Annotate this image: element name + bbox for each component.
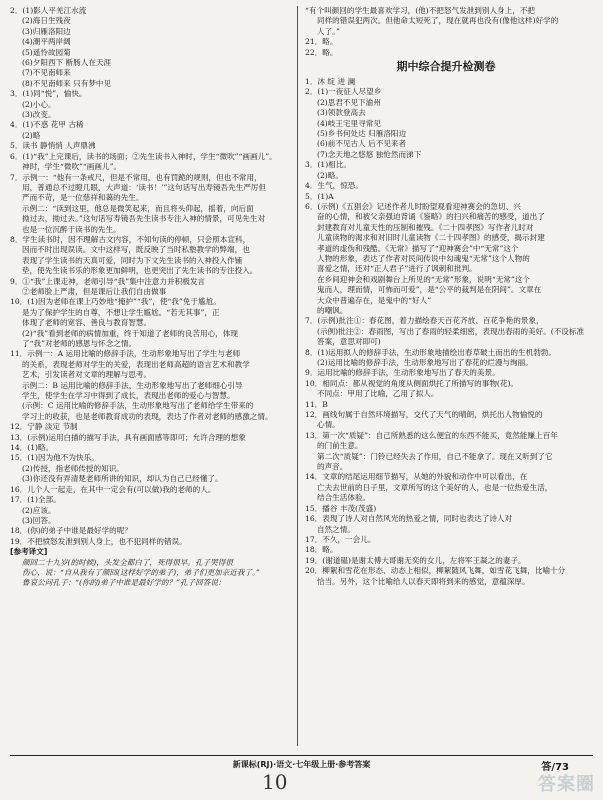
page-number: 答/73 [541, 762, 569, 773]
right-column-line: 14．文章的结尾运用细节描写，从她的外貌和动作中可以看出，在 [305, 472, 528, 482]
left-column-line: 11．示例一：A 运用比喻的修辞手法，生动形象地写出了学生与老师 [10, 349, 241, 359]
left-column-line: 14．(1)略。 [10, 443, 54, 453]
left-column-line: 示例二：B 运用比喻的修辞手法，生动形象地写出了老师细心引导 [22, 380, 243, 390]
left-column-line: (3)归雁洛阳边 [22, 26, 71, 36]
right-column-line: 3．(1)相比。 [305, 160, 351, 170]
right-column-main-block [305, 77, 587, 587]
left-column-line: (2)海日生残夜 [22, 16, 71, 26]
left-column-line: 用，普通总不过瞪几眼，大声道：‘读书！’”这句话写出寿镜吾先生严厉但 [22, 182, 267, 192]
right-column-line: 孝道的虚伪和残酷。《无常》描写了“迎神赛会”中“无常”这个 [317, 243, 519, 253]
left-column-line: 5．读书 静悄悄 人声鼎沸 [10, 141, 96, 151]
right-column-line: 奋的心情，和被父亲强迫背诵《鉴略》的扫兴和痛苦的感受，道出了 [317, 212, 545, 222]
left-column-line: 的关系，表现老师对学生的关爱，表现出老师高超的语言艺术和教学 [22, 359, 250, 369]
left-column-line: (6)夕阳西下 断肠人在天涯 [22, 58, 112, 68]
left-column-line: 表现了学生读书的天真可爱，同时为下文先生读书的入神投入作铺 [22, 255, 243, 265]
right-column-line: (3)领款登高去 [317, 108, 366, 118]
reference-translation-line: 伤心，说：“自从我有了颜回(这样好学的弟子)，弟子们更加亲近我了。” [22, 567, 260, 577]
left-column-line: (8)不见南师来 只有梦中见 [22, 78, 112, 88]
reference-translation-line: 鲁哀公问孔子：“(你的)弟子中谁是最好学的？”孔子回答说： [22, 578, 226, 588]
reference-translation-line: 颜回二十九岁(的时候)，头发全都白了，死得很早。孔子哭得很 [22, 557, 233, 567]
right-column-line: (7)念天地之悠悠 独怆然而涕下 [317, 149, 422, 159]
right-column-line: 13．第一次“质疑”：自己所熟悉的这么便宜的东西不能买，竟然能赚上百年 [305, 430, 558, 440]
left-column-line: 19．不把愤怒发泄到别人身上，也不犯同样的错误。 [10, 536, 187, 546]
left-column-line: 17．(1)全部。 [10, 495, 61, 505]
right-column-line: 1．沐 绽 迸 澜 [305, 77, 356, 87]
right-column-line: 喜爱之情，还对“正人君子”进行了讽刺和批判。 [317, 264, 477, 274]
left-column-line: 了“我”对老师的感恩与怀念之情。 [22, 339, 137, 348]
left-column-line: 7．示例一：“他有一条戒尺，但是不常用，也有罚跪的规则，但也不常用， [10, 172, 262, 182]
left-column [10, 6, 292, 589]
right-column-line: 心情。 [317, 420, 340, 430]
right-column [305, 6, 587, 587]
right-column-line: 在乡间迎神会和戏剧舞台上所见的“无常”形象，说明“无常”这个 [317, 274, 530, 284]
left-column-line: 是为了保护学生的自尊，不想让学生尴尬。“若无其事”，正 [22, 307, 220, 317]
left-column-line: 学生，使学生在学习中得到了成长，表现出老师的爱心与智慧。 [22, 391, 235, 401]
right-column-line: 自然之情。 [317, 524, 355, 534]
page-footer [0, 755, 603, 775]
right-column-line: 20．柳絮和雪花在形态、动态上相似，柳絮随风飞舞，如雪花飞舞，比喻十分 [305, 566, 566, 576]
handwritten-page-number: 10 [262, 770, 288, 794]
left-column-line: 学习上的收获，也是老师教育成功的表现，表达了作者对老师的感激之情。 [22, 411, 273, 421]
footer-rule [10, 755, 593, 756]
left-column-line: 体现了老师的宽容、善良与教育智慧。 [22, 318, 152, 328]
column-divider [297, 6, 298, 746]
right-column-line: 的声音。 [317, 462, 348, 472]
right-column-line: 亡夫去世前的日子里，文章所写的这个美好的人，也是一位热爱生活， [317, 482, 553, 492]
left-column-line: 示例二：“读到这里，他总是微笑起来，而且将头仰起，摇着，向后面 [22, 203, 254, 213]
left-column-line: (7)不见南师来 [22, 68, 71, 78]
footer-text: 新课标(RJ)·语文·七年级上册·参考答案 [232, 760, 371, 769]
right-column-line: 7．(示例)批注①：春花图，着力描绘春天百花齐放、百花争艳的景象， [305, 316, 544, 326]
left-column-line: 严而不苛，是一位慈祥和蔼的先生。 [22, 193, 144, 203]
right-column-line: 恰当。另外，这个比喻给人以春天即将到来的感觉，意蕴深厚。 [317, 576, 530, 586]
right-column-line: (5)乡书何处达 归雁洛阳边 [317, 129, 407, 139]
left-column-line: (2)小心。 [22, 99, 56, 109]
left-column-line: 16．儿个人一起走，在其中一定会有(可以做)我的老师的人。 [10, 484, 216, 494]
right-column-top-block [305, 6, 587, 58]
right-column-line: 6．(示例)《五猖会》记述作者儿时盼望观看迎神赛会的急切、兴 [305, 201, 521, 211]
right-column-line: (2)略。 [317, 170, 343, 180]
left-column-line: (2)传授，指老师传授的知识。 [22, 463, 124, 473]
left-column-line: 艺术，引发读者对文章的理解与思考。 [22, 370, 152, 380]
right-column-line: (2)思君不见下渝州 [317, 97, 381, 107]
left-column-line: 6．(1)“我”上完课后，读书的场面；②先生读书入神时，学生“微吹”“画画儿”。 [10, 151, 277, 161]
left-column-line: (2)略 [22, 130, 41, 140]
right-column-line: 人物的形象，表达了作者对民间传说中勾魂鬼“无常”这个人物的 [317, 253, 530, 263]
right-column-line: 8．(1)运用拟人的修辞手法，生动形象地描绘出春草破土而出的生机勃勃。 [305, 347, 556, 357]
watermark-logo: 答案圈 [538, 774, 595, 795]
right-column-line: 18．略。 [305, 545, 338, 555]
left-column-line: 15．(1)因为他不为快乐。 [10, 453, 99, 463]
right-column-line: 11．B [305, 399, 328, 409]
right-column-line: (2)运用比喻的修辞手法，生动形象地写出了春花的烂漫与绚丽。 [317, 358, 533, 367]
left-column-line: (3)回答。 [22, 515, 56, 525]
right-column-line: 封建教育对儿童天性的压制和摧残。《二十四孝图》写作者儿时对 [317, 222, 534, 232]
left-column-line: 8．学生读书时，因不理解古文内容，不知句读的停顿，只会照本宣科， [10, 234, 251, 244]
left-column-line: (2)应该。 [22, 505, 56, 515]
right-column-line: 12．画线句属于自然环境描写，交代了天气的晴朗，烘托出人物愉悦的 [305, 410, 543, 420]
right-column-line: 的嘲讽。 [317, 305, 348, 315]
right-column-line: 的门前生意。 [317, 441, 363, 451]
right-column-line: 第二次“质疑”：门铃已经失去了作用，自己不能拿了。现在又听到了它 [317, 451, 553, 461]
right-column-line: (示例)批注②：春雨图，写出了春雨的轻柔细密，表现出春雨的美好。(不设标准 [317, 326, 585, 336]
left-column-line: 12．宁静 淡定 节制 [10, 422, 78, 432]
right-column-top-line: 同样的错误犯两次。但他命太短死了，现在就再也没有(像他这样)好学的 [317, 16, 559, 26]
left-column-line: 2．(1)影人平羌江水流 [10, 6, 87, 15]
left-column-line: 13．(示例)运用白描的描写手法，具有画面感等即可；允许合理的想象 [10, 432, 246, 442]
left-column-line: 垫，使先生读书乐的形象更加鲜明，也更突出了先生读书的专注投入。 [22, 266, 258, 276]
right-column-line: 16．表现了诗人对自然风光的热爱之情，同时也表达了诗人对 [305, 514, 513, 524]
left-column-line: 因而不时出现误读。文中这样写，既反映了当时私塾教学的弊端，也 [22, 245, 250, 255]
right-column-line: 19．(谢道韫)是谢太傅大哥谢无奕的女儿，左将军王凝之的妻子。 [305, 555, 526, 565]
left-column-line: 9．①“我”上课走神，老师引导“我”集中注意力并积极发言 [10, 276, 206, 286]
right-column-line: 4．生气，惊恐。 [305, 181, 363, 191]
left-column-line: 神时，学生“微吹”“画画儿”。 [22, 162, 122, 172]
right-column-top-line: 21．略。 [305, 37, 338, 47]
left-column-line: 拗过去，拗过去。”这句话写寿镜吾先生读书专注入神的情景，可见先生对 [22, 214, 266, 224]
section-title: 期中综合提升检测卷 [396, 60, 496, 74]
right-column-line: 儿童读物的渴求和对旧时儿童读物《二十四孝图》的感受，揭示封建 [317, 233, 545, 243]
right-column-line: 2．(1)一夜征人尽望乡 [305, 87, 382, 97]
left-column-line: (3)你还没有弄清楚老师所讲的知识，却认为自己已经懂了。 [22, 474, 223, 484]
right-column-line: 结合生活体验。 [317, 493, 371, 503]
right-column-top-line: 人了。” [317, 26, 340, 36]
left-column-line: (5)遥怜故园菊 [22, 47, 71, 57]
right-column-line: 鬼而人，理而情，可怖而可爱”，是“公平的裁判是在阴间”。文章在 [317, 285, 542, 295]
right-column-top-line: “有个叫颜回的学生最喜欢学习，(他)不把怒气发泄到别人身上，不把 [305, 6, 536, 15]
left-column-line: ②老师脸上严肃，但是课后让我们自由做事 [22, 286, 167, 296]
right-column-top-line: 22．略。 [305, 47, 338, 57]
left-column-line: (4)潮平两岸阔 [22, 37, 71, 47]
right-column-line: 10．相同点：都从视觉的角度从侧面烘托了所描写的事物(花)。 [305, 378, 519, 388]
right-column-line: (4)岐王宅里寻常见 [317, 118, 381, 128]
left-column-line: (3)改变。 [22, 110, 56, 120]
right-column-line: 15．播谷 丰茂(茂盛) [305, 503, 377, 513]
left-column-line: (2)“我”看到老师的病情加重，终于知道了老师的良苦用心，体现 [22, 328, 238, 338]
left-column-line: 10．(1)因为老师在课上巧妙地“掩护”“我”，使“我”免于尴尬。 [10, 297, 221, 307]
left-column-line: (示例：C 运用比喻的修辞手法，生动形象地写出了老师给学生带来的 [22, 401, 254, 411]
left-column-line: 3．(1)同“悦”，愉快。 [10, 89, 87, 99]
left-column-line: 18．(你)的弟子中谁是最好学的呢？ [10, 526, 132, 536]
right-column-line: 5．(1)A [305, 191, 334, 201]
left-column-line: 4．(1)不惑 花甲 古稀 [10, 120, 84, 130]
right-column-line: 9．运用比喻的修辞手法，生动形象地写出了春天的美景。 [305, 368, 500, 378]
right-column-line: (6)前不见古人 后不见来者 [317, 139, 407, 149]
reference-translation-title: [参考译文] [10, 547, 48, 557]
right-column-line: 答案，意思对即可) [317, 337, 381, 347]
right-column-line: 17．不久，一会儿。 [305, 534, 376, 544]
left-column-line: 也是一位沉醉于读书的先生。 [22, 224, 121, 234]
right-column-line: 大众中普遍存在，是鬼中的“好人” [317, 295, 432, 305]
right-column-line: 不同点：甲用了比喻，乙用了拟人。 [317, 389, 439, 399]
